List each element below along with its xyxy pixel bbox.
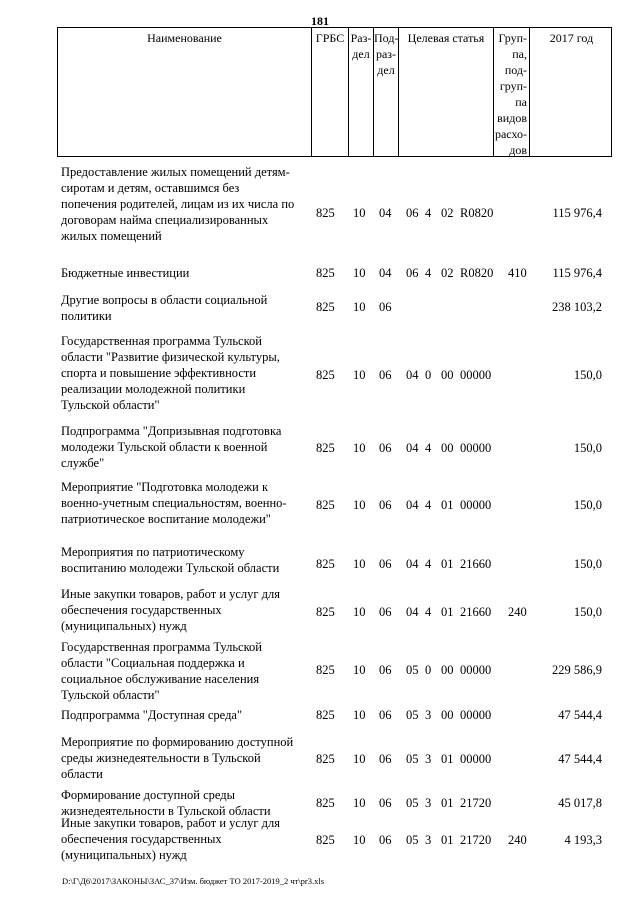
row-c4: 00000 — [460, 368, 492, 382]
row-c4: 00000 — [460, 708, 492, 722]
row-sum: 115 976,4 — [552, 206, 602, 220]
row-c4: R0820 — [460, 206, 494, 220]
row-sum: 115 976,4 — [552, 266, 602, 280]
header-podrazdel: Под- раз- дел — [374, 28, 399, 156]
row-grbs: 825 — [316, 557, 335, 571]
row-c1: 05 — [406, 663, 419, 677]
row-vr: 240 — [508, 833, 527, 847]
row-c1: 04 — [406, 368, 419, 382]
row-sum: 47 544,4 — [558, 752, 602, 766]
row-sum: 4 193,3 — [564, 833, 602, 847]
row-sum: 238 103,2 — [552, 300, 602, 314]
row-razd: 10 — [353, 833, 366, 847]
row-razd: 10 — [353, 796, 366, 810]
row-name: Мероприятия по патриотическому воспитанию молодежи Тульской области — [61, 545, 280, 575]
row-razd: 10 — [353, 663, 366, 677]
row-c3: 01 — [441, 557, 454, 571]
header-vr: Груп- па, под- груп- па видов расхо- дов — [494, 28, 530, 156]
row-razd: 10 — [353, 441, 366, 455]
row-c4: 21720 — [460, 833, 492, 847]
row-c2: 4 — [425, 266, 432, 280]
row-name: Бюджетные инвестиции — [61, 266, 190, 280]
row-c2: 3 — [425, 752, 432, 766]
row-c1: 04 — [406, 498, 419, 512]
row-vr: 410 — [508, 266, 527, 280]
row-c1: 05 — [406, 796, 419, 810]
row-c3: 00 — [441, 663, 454, 677]
row-c2: 4 — [425, 206, 432, 220]
row-razd: 10 — [353, 498, 366, 512]
row-razd: 10 — [353, 605, 366, 619]
row-c2: 3 — [425, 708, 432, 722]
row-sum: 150,0 — [573, 498, 602, 512]
row-c4: 21660 — [460, 557, 492, 571]
file-path-footer: D:\Г\Д6\2017\ЗАКОНЫ\ЗАС_37\Изм. бюджет ТО 2017-2019_2 чт\pr3.xls — [62, 876, 325, 886]
row-podr: 06 — [379, 300, 392, 314]
row-c2: 0 — [425, 663, 432, 677]
row-podr: 06 — [379, 833, 392, 847]
row-c3: 01 — [441, 752, 454, 766]
row-c2: 3 — [425, 796, 432, 810]
row-c2: 4 — [425, 557, 432, 571]
row-podr: 06 — [379, 796, 392, 810]
row-podr: 04 — [379, 266, 392, 280]
header-target: Целевая статья — [399, 28, 494, 156]
row-name: Мероприятие "Подготовка молодежи к военно-учетным специальностям, военно- патриотическое воспитание молодежи" — [61, 480, 287, 526]
row-c3: 01 — [441, 498, 454, 512]
row-c3: 02 — [441, 266, 454, 280]
row-c3: 01 — [441, 796, 454, 810]
row-podr: 06 — [379, 557, 392, 571]
row-c2: 3 — [425, 833, 432, 847]
page-number: 181 — [311, 14, 329, 28]
row-podr: 04 — [379, 206, 392, 220]
row-c1: 05 — [406, 752, 419, 766]
row-sum: 47 544,4 — [558, 708, 602, 722]
row-c4: 21660 — [460, 605, 492, 619]
row-sum: 150,0 — [573, 368, 602, 382]
row-c1: 04 — [406, 557, 419, 571]
row-sum: 45 017,8 — [558, 796, 602, 810]
row-podr: 06 — [379, 708, 392, 722]
row-grbs: 825 — [316, 663, 335, 677]
row-c3: 02 — [441, 206, 454, 220]
row-grbs: 825 — [316, 796, 335, 810]
row-c2: 4 — [425, 441, 432, 455]
row-name: Другие вопросы в области социальной политики — [61, 293, 268, 323]
row-name: Иные закупки товаров, работ и услуг для обеспечения государственных (муниципальных) нужд — [61, 816, 281, 862]
row-name: Государственная программа Тульской области "Социальная поддержка и социальное обслуживание населения Тульской области" — [61, 640, 262, 702]
row-c1: 05 — [406, 833, 419, 847]
row-c1: 06 — [406, 206, 419, 220]
row-grbs: 825 — [316, 833, 335, 847]
header-year: 2017 год — [549, 31, 594, 45]
row-c4: 00000 — [460, 498, 492, 512]
row-name: Подпрограмма "Допризывная подготовка молодежи Тульской области к военной службе" — [61, 424, 282, 470]
row-grbs: 825 — [316, 605, 335, 619]
row-c3: 00 — [441, 708, 454, 722]
row-c3: 01 — [441, 605, 454, 619]
row-sum: 150,0 — [573, 441, 602, 455]
row-sum: 150,0 — [573, 557, 602, 571]
row-grbs: 825 — [316, 266, 335, 280]
header-name: Наименование — [58, 28, 312, 156]
row-razd: 10 — [353, 206, 366, 220]
header-grbs: ГРБС — [312, 28, 349, 156]
row-grbs: 825 — [316, 441, 335, 455]
row-c4: R0820 — [460, 266, 494, 280]
row-c1: 04 — [406, 605, 419, 619]
row-razd: 10 — [353, 752, 366, 766]
row-razd: 10 — [353, 266, 366, 280]
row-grbs: 825 — [316, 708, 335, 722]
row-razd: 10 — [353, 557, 366, 571]
row-razd: 10 — [353, 300, 366, 314]
row-c3: 00 — [441, 441, 454, 455]
row-podr: 06 — [379, 441, 392, 455]
header-razdel: Раз- дел — [349, 28, 374, 156]
row-c4: 00000 — [460, 441, 492, 455]
row-name: Подпрограмма "Доступная среда" — [61, 708, 243, 722]
row-name: Государственная программа Тульской области "Развитие физической культуры, спорта и повышение эффективности реализации молодежной политики Тульской области" — [61, 334, 280, 412]
row-c1: 05 — [406, 708, 419, 722]
row-c2: 4 — [425, 498, 432, 512]
row-sum: 229 586,9 — [552, 663, 602, 677]
row-c4: 00000 — [460, 752, 492, 766]
row-name: Мероприятие по формированию доступной среды жизнедеятельности в Тульской области — [61, 735, 294, 781]
row-razd: 10 — [353, 708, 366, 722]
row-podr: 06 — [379, 605, 392, 619]
row-podr: 06 — [379, 752, 392, 766]
row-podr: 06 — [379, 663, 392, 677]
row-grbs: 825 — [316, 498, 335, 512]
row-c1: 04 — [406, 441, 419, 455]
row-grbs: 825 — [316, 368, 335, 382]
row-podr: 06 — [379, 498, 392, 512]
table-header — [57, 27, 612, 157]
row-grbs: 825 — [316, 300, 335, 314]
row-c2: 0 — [425, 368, 432, 382]
row-c3: 00 — [441, 368, 454, 382]
row-name: Предоставление жилых помещений детям- сиротам и детям, оставшимся без попечения родителей, лицам из их числа по договорам найма специализированных жилых помещений — [61, 165, 295, 243]
row-sum: 150,0 — [573, 605, 602, 619]
row-podr: 06 — [379, 368, 392, 382]
row-c4: 00000 — [460, 663, 492, 677]
row-c1: 06 — [406, 266, 419, 280]
row-name: Иные закупки товаров, работ и услуг для обеспечения государственных (муниципальных) нужд — [61, 587, 281, 633]
row-grbs: 825 — [316, 752, 335, 766]
row-razd: 10 — [353, 368, 366, 382]
row-grbs: 825 — [316, 206, 335, 220]
row-name: Формирование доступной среды жизнедеятельности в Тульской области — [61, 788, 271, 818]
row-vr: 240 — [508, 605, 527, 619]
row-c2: 4 — [425, 605, 432, 619]
row-c3: 01 — [441, 833, 454, 847]
row-c4: 21720 — [460, 796, 492, 810]
